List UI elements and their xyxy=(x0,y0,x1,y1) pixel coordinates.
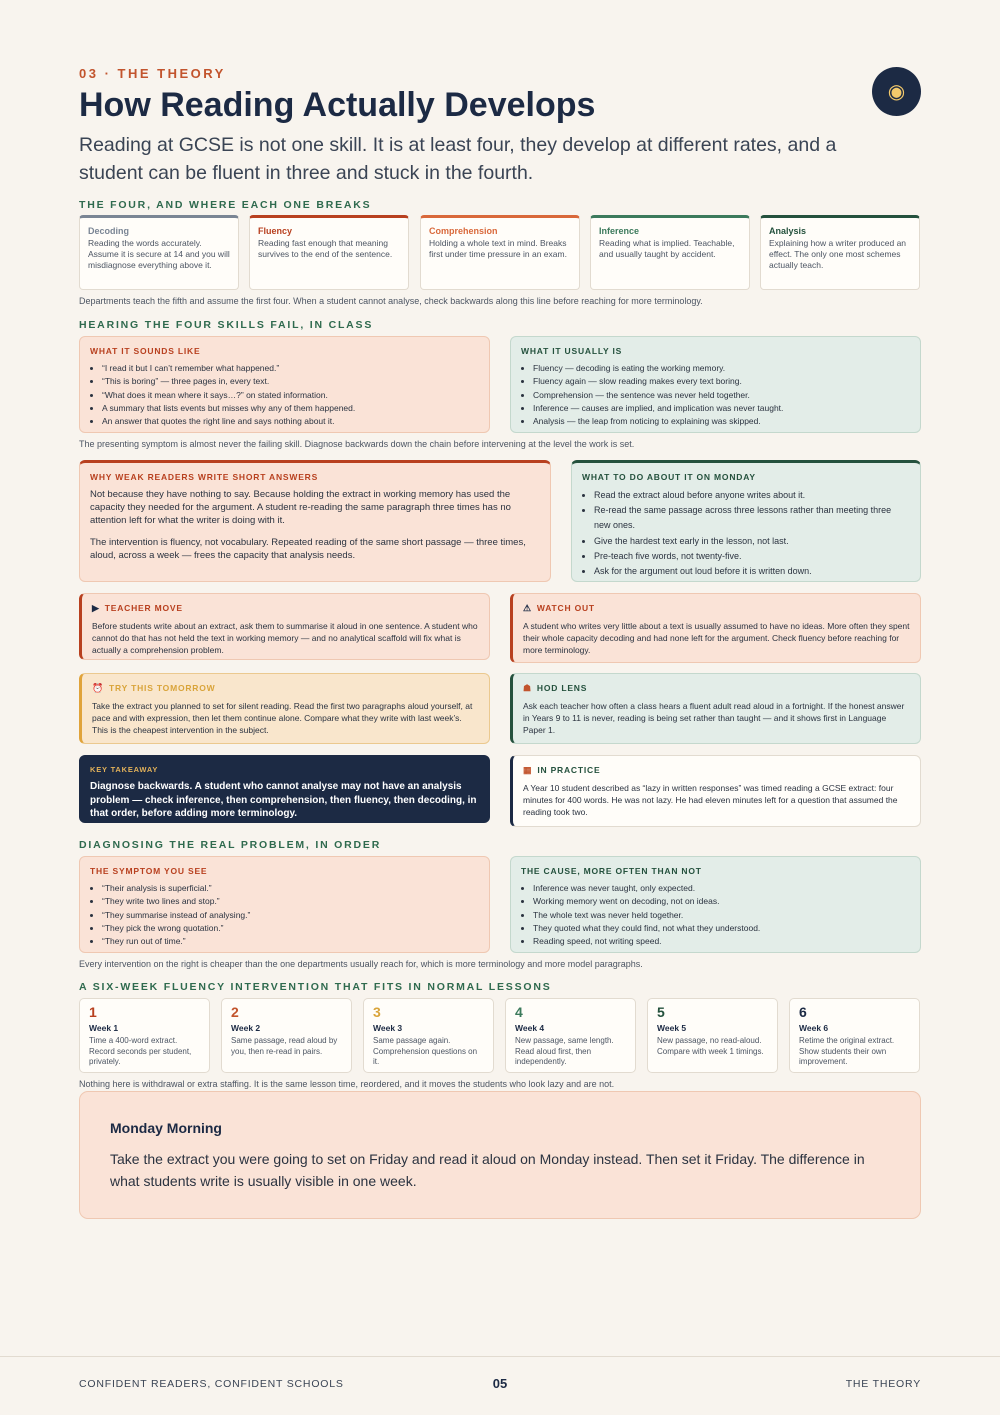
callout-title: TEACHER MOVE xyxy=(104,603,183,613)
skill-card-decoding xyxy=(79,215,239,290)
list-item: • “Their analysis is superficial.” xyxy=(102,882,479,895)
callout-text: Ask each teacher how often a class hears a fluent adult read aloud in a fortnight. If the honest answer in Years 9 to 11 is never, reading is being set rather than taught — and it shows first in Language Paper 1. xyxy=(523,701,905,735)
list-item: • Ask for the argument out loud before it is written down. xyxy=(594,564,910,579)
callout-text: A Year 10 student described as “lazy in written responses” was timed reading a GCSE extract: four minutes for 400 words. He was not lazy. He had eleven minutes left for a question that assumed the reading took two. xyxy=(523,783,898,817)
skill-desc: Reading the words accurately. Assume it is secure at 14 and you will misdiagnose everything above it. xyxy=(88,238,230,270)
box-title: WHAT TO DO ABOUT IT ON MONDAY xyxy=(582,472,756,482)
skill-name: Fluency xyxy=(258,226,293,236)
skill-card-comprehension xyxy=(420,215,580,290)
teacher-move-callout xyxy=(79,593,490,660)
page-number: 05 xyxy=(492,1376,508,1391)
list-item: • Give the hardest text early in the lesson, not last. xyxy=(594,534,910,549)
box-title: WHY WEAK READERS WRITE SHORT ANSWERS xyxy=(90,472,319,482)
skill-desc: Explaining how a writer produced an effect. The only one most schemes actually teach. xyxy=(769,238,907,270)
list-item: • An answer that quotes the right line and says nothing about it. xyxy=(102,415,479,428)
list-item: • Inference was never taught, only expected. xyxy=(533,882,910,895)
callout-text: Before students write about an extract, ask them to summarise it aloud in one sentence. A student who cannot do that has not held the text in working memory — and no analytical scaffold will fix what is actually a comprehension problem. xyxy=(92,621,478,655)
week-card xyxy=(363,998,494,1073)
skill-name: Analysis xyxy=(769,226,807,236)
box-title: WHAT IT SOUNDS LIKE xyxy=(90,346,201,356)
week-label: Week 5 xyxy=(657,1023,687,1033)
list-item: • “I read it but I can’t remember what happened.” xyxy=(102,362,479,375)
monday-morning-box xyxy=(79,1091,921,1219)
hearing-caption: The presenting symptom is almost never the failing skill. Diagnose backwards down the chain before intervening at the level the work is set. xyxy=(79,439,635,449)
skills-heading: THE FOUR, AND WHERE EACH ONE BREAKS xyxy=(79,199,372,211)
page-title: How Reading Actually Develops xyxy=(79,86,596,124)
week-number: 2 xyxy=(231,1004,239,1020)
list-item: • “They run out of time.” xyxy=(102,935,479,948)
skill-desc: Holding a whole text in mind. Breaks first under time pressure in an exam. xyxy=(429,238,567,259)
try-tomorrow-callout xyxy=(79,673,490,744)
week-card xyxy=(647,998,778,1073)
week-card xyxy=(221,998,352,1073)
week-label: Week 6 xyxy=(799,1023,829,1033)
skill-card-fluency xyxy=(249,215,409,290)
list-item: • Read the extract aloud before anyone writes about it. xyxy=(594,488,910,503)
skill-name: Inference xyxy=(599,226,640,236)
skill-name: Decoding xyxy=(88,226,130,236)
week-card xyxy=(789,998,920,1073)
list-item: • The whole text was never held together. xyxy=(533,909,910,922)
list-item: • Fluency again — slow reading makes every text boring. xyxy=(533,375,910,388)
weeks-heading: A SIX-WEEK FLUENCY INTERVENTION THAT FITS IN NORMAL LESSONS xyxy=(79,981,552,993)
monday-morning-title: Monday Morning xyxy=(110,1120,222,1136)
week-label: Week 4 xyxy=(515,1023,545,1033)
week-desc: New passage, no read-aloud. Compare with week 1 timings. xyxy=(657,1036,764,1056)
list-item: • Inference — causes are implied, and implication was never taught. xyxy=(533,402,910,415)
hearing-heading: HEARING THE FOUR SKILLS FAIL, IN CLASS xyxy=(79,319,374,331)
week-label: Week 1 xyxy=(89,1023,119,1033)
symptom-box xyxy=(79,856,490,953)
list-item: • Re-read the same passage across three lessons rather than meeting three new ones. xyxy=(594,503,910,533)
school-icon: ☗ xyxy=(523,683,532,693)
weeks-caption: Nothing here is withdrawal or extra staffing. It is the same lesson time, reordered, and it moves the students who look lazy and are not. xyxy=(79,1079,615,1089)
list-item: • Working memory went on decoding, not on ideas. xyxy=(533,895,910,908)
week-label: Week 3 xyxy=(373,1023,403,1033)
callout-text: A student who writes very little about a text is usually assumed to have no ideas. More often they spent their whole capacity decoding and had none left for the argument. Check fluency before reaching for more terminology. xyxy=(523,621,910,655)
cause-box xyxy=(510,856,921,953)
week-card xyxy=(79,998,210,1073)
list-item: • “They pick the wrong quotation.” xyxy=(102,922,479,935)
list-item: • Comprehension — the sentence was never held together. xyxy=(533,389,910,402)
section-eyebrow: 03 · THE THEORY xyxy=(79,66,226,81)
footer-title: CONFIDENT READERS, CONFIDENT SCHOOLS xyxy=(79,1378,344,1390)
callout-title: IN PRACTICE xyxy=(537,765,601,775)
monday-morning-text: Take the extract you were going to set on Friday and read it aloud on Monday instead. Then set it Friday. The difference in what students write is usually visible in one week. xyxy=(110,1151,865,1189)
skill-name: Comprehension xyxy=(429,226,498,236)
callout-text: Diagnose backwards. A student who cannot analyse may not have an analysis problem — check inference, then comprehension, then fluency, then decoding, in that order, before adding more terminology. xyxy=(90,781,477,819)
warning-icon: ⚠ xyxy=(523,603,532,613)
watch-out-callout xyxy=(510,593,921,663)
list-item: • “What does it mean where it says…?” on stated information. xyxy=(102,389,479,402)
page-lede: Reading at GCSE is not one skill. It is at least four, they develop at different rates, and a student can be fluent in three and stuck in the fourth. xyxy=(79,134,837,184)
callout-title: KEY TAKEAWAY xyxy=(90,765,159,774)
callout-title: TRY THIS TOMORROW xyxy=(109,683,216,693)
list-item: • A summary that lists events but misses why any of them happened. xyxy=(102,402,479,415)
week-desc: Retime the original extract. Show students their own improvement. xyxy=(799,1036,895,1066)
week-number: 4 xyxy=(515,1004,523,1020)
school-building-icon: ▦ xyxy=(523,765,533,775)
list-item: • “They summarise instead of analysing.” xyxy=(102,909,479,922)
list-item: • “They write two lines and stop.” xyxy=(102,895,479,908)
list-item: • They quoted what they could find, not what they understood. xyxy=(533,922,910,935)
diagnosing-heading: DIAGNOSING THE REAL PROBLEM, IN ORDER xyxy=(79,839,382,851)
sounds-like-list xyxy=(90,362,479,428)
skills-caption: Departments teach the fifth and assume the first four. When a student cannot analyse, check backwards along this line before reaching for more terminology. xyxy=(79,296,703,306)
week-desc: New passage, same length. Read aloud first, then independently. xyxy=(515,1036,614,1066)
usually-is-list xyxy=(521,362,910,428)
footer-section: THE THEORY xyxy=(845,1378,921,1390)
key-takeaway-callout xyxy=(79,755,490,823)
list-item: • Fluency — decoding is eating the working memory. xyxy=(533,362,910,375)
box-title: THE CAUSE, MORE OFTEN THAN NOT xyxy=(521,866,702,876)
week-desc: Time a 400-word extract. Record seconds per student, privately. xyxy=(89,1036,192,1066)
week-card xyxy=(505,998,636,1073)
play-icon: ▶ xyxy=(92,603,100,613)
week-desc: Same passage, read aloud by you, then re-read in pairs. xyxy=(231,1036,338,1056)
sounds-like-box xyxy=(79,336,490,433)
week-number: 1 xyxy=(89,1004,97,1020)
alarm-clock-icon: ⏰ xyxy=(92,683,105,693)
list-item: • Analysis — the leap from noticing to explaining was skipped. xyxy=(533,415,910,428)
why-weak-readers-box xyxy=(79,460,551,582)
usually-is-box xyxy=(510,336,921,433)
callout-title: HOD LENS xyxy=(536,683,588,693)
list-item: • Pre-teach five words, not twenty-five. xyxy=(594,549,910,564)
week-number: 6 xyxy=(799,1004,807,1020)
week-number: 3 xyxy=(373,1004,381,1020)
hod-lens-callout xyxy=(510,673,921,744)
box-title: THE SYMPTOM YOU SEE xyxy=(90,866,208,876)
diagnosing-caption: Every intervention on the right is cheaper than the one departments usually reach for, which is more terminology and more model paragraphs. xyxy=(79,959,643,969)
cause-list xyxy=(521,882,910,948)
list-item: • Reading speed, not writing speed. xyxy=(533,935,910,948)
eye-icon: ◉ xyxy=(872,67,921,116)
skill-desc: Reading fast enough that meaning survives to the end of the sentence. xyxy=(258,238,393,259)
skill-card-analysis xyxy=(760,215,920,290)
monday-actions-box xyxy=(571,460,921,582)
callout-title: WATCH OUT xyxy=(536,603,595,613)
box-title: WHAT IT USUALLY IS xyxy=(521,346,623,356)
why-paragraph-1: Not because they have nothing to say. Because holding the extract in working memory has used the capacity they needed for the argument. A student re-reading the same paragraph three times has no attention left for what the writer is doing with it. xyxy=(90,489,511,527)
monday-actions-list xyxy=(582,488,910,579)
footer-divider xyxy=(0,1356,1000,1357)
week-number: 5 xyxy=(657,1004,665,1020)
callout-text: Take the extract you planned to set for silent reading. Read the first two paragraphs aloud yourself, at pace and with expression, then let them continue alone. Compare what they write with last week’s. This is the cheapest intervention in the subject. xyxy=(92,701,473,735)
symptom-list xyxy=(90,882,479,948)
week-label: Week 2 xyxy=(231,1023,261,1033)
list-item: • “This is boring” — three pages in, every text. xyxy=(102,375,479,388)
why-paragraph-2: The intervention is fluency, not vocabulary. Repeated reading of the same short passage — three times, aloud, across a week — frees the capacity that analysis needs. xyxy=(90,536,526,561)
week-desc: Same passage again. Comprehension questions on it. xyxy=(373,1036,478,1066)
skill-desc: Reading what is implied. Teachable, and usually taught by accident. xyxy=(599,238,735,259)
in-practice-callout xyxy=(510,755,921,827)
skill-card-inference xyxy=(590,215,750,290)
